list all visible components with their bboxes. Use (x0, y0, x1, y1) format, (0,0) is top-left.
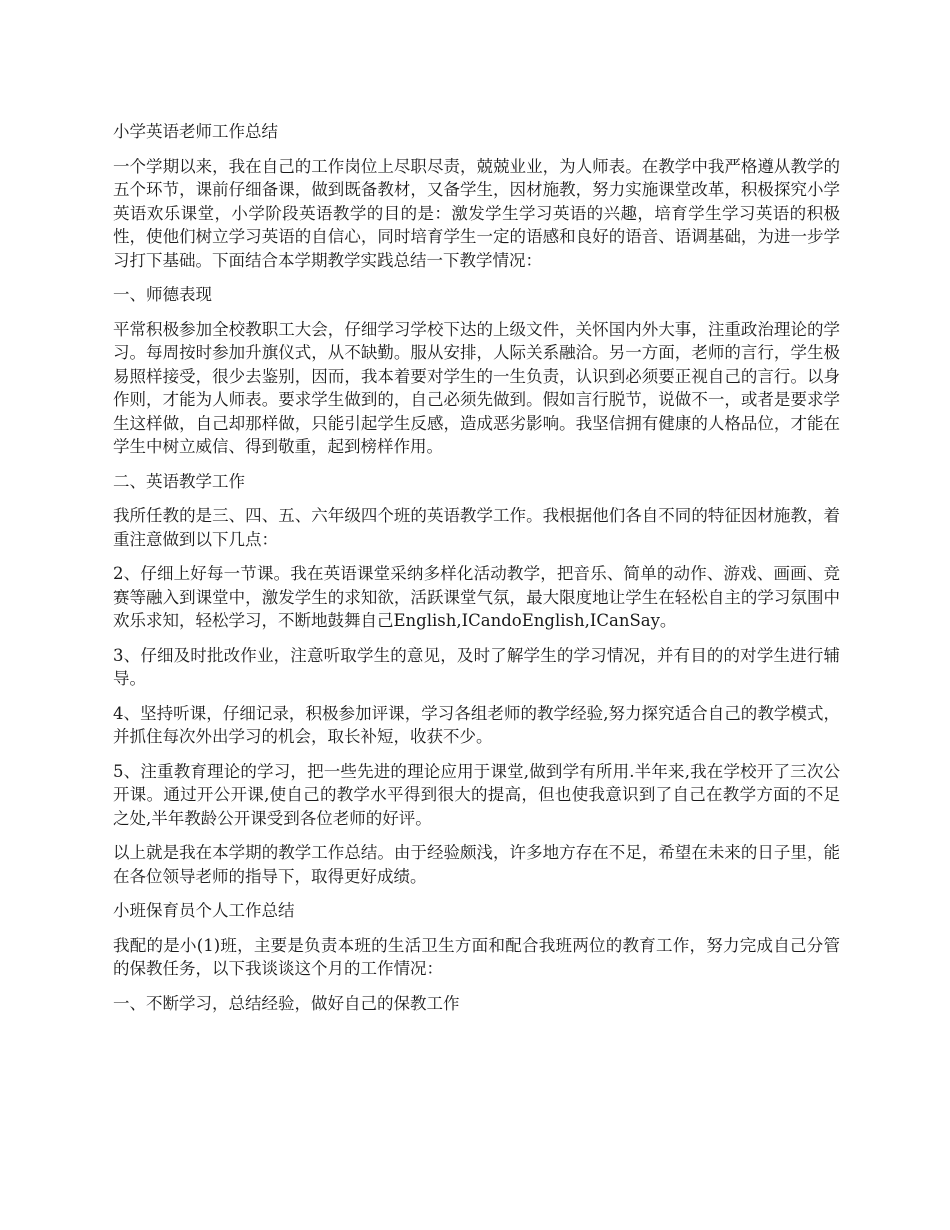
conclusion-paragraph: 以上就是我在本学期的教学工作总结。由于经验颇浅，许多地方存在不足，希望在未来的日子里，能在各位领导老师的指导下，取得更好成绩。 (113, 843, 840, 886)
second-document-title: 小班保育员个人工作总结 (113, 901, 295, 920)
ethics-paragraph: 平常积极参加全校教职工大会，仔细学习学校下达的上级文件，关怀国内外大事，注重政治理论的学习。每周按时参加升旗仪式，从不缺勤。服从安排，人际关系融洽。另一方面，老师的言行，学生极易照样接受，很少去鉴别，因而，我本着要对学生的一生负责，认识到必须要正视自己的言行。以身作则，才能为人师表。要求学生做到的，自己必须先做到。假如言行脱节，说做不一，或者是要求学生这样做，自己却那样做，只能引起学生反感，造成恶劣影响。我坚信拥有健康的人格品位，才能在学生中树立威信、得到敬重，起到榜样作用。 (113, 319, 840, 456)
teaching-point-5: 5、注重教育理论的学习，把一些先进的理论应用于课堂,做到学有所用.半年来,我在学校开了三次公开课。通过开公开课,使自己的教学水平得到很大的提高，但也使我意识到了自己在教学方面的不足之处,半年教龄公开课受到各位老师的好评。 (113, 761, 840, 828)
teaching-point-4: 4、坚持听课，仔细记录，积极参加评课，学习各组老师的教学经验,努力探究适合自己的教学模式，并抓住每次外出学习的机会，取长补短，收获不少。 (113, 703, 840, 746)
teaching-point-2: 2、仔细上好每一节课。我在英语课堂采纳多样化活动教学，把音乐、简单的动作、游戏、画画、竞赛等融入到课堂中，激发学生的求知欲，活跃课堂气氛，最大限度地让学生在轻松自主的学习氛围中欢乐求知，轻松学习，不断地鼓舞自己English,ICandoEnglish,ICanSay。 (113, 564, 840, 630)
teaching-paragraph: 我所任教的是三、四、五、六年级四个班的英语教学工作。我根据他们各自不同的特征因材施教，着重注意做到以下几点： (113, 506, 840, 549)
section-heading-teaching: 二、英语教学工作 (113, 471, 245, 491)
second-intro-paragraph: 我配的是小(1)班，主要是负责本班的生活卫生方面和配合我班两位的教育工作，努力完成自己分管的保教任务，以下我谈谈这个月的工作情况： (113, 935, 840, 978)
document-title: 小学英语老师工作总结 (113, 122, 278, 141)
second-section-heading-1: 一、不断学习，总结经验，做好自己的保教工作 (113, 993, 460, 1013)
teaching-point-3: 3、仔细及时批改作业，注意听取学生的意见，及时了解学生的学习情况，并有目的的对学生进行辅导。 (113, 645, 840, 688)
document-page (113, 120, 840, 1026)
section-heading-ethics: 一、师德表现 (113, 285, 212, 304)
intro-paragraph: 一个学期以来，我在自己的工作岗位上尽职尽责，兢兢业业，为人师表。在教学中我严格遵从教学的五个环节，课前仔细备课，做到既备教材，又备学生，因材施教，努力实施课堂改革，积极探究小学英语欢乐课堂，小学阶段英语教学的目的是：激发学生学习英语的兴趣，培育学生学习英语的积极性，使他们树立学习英语的自信心，同时培育学生一定的语感和良好的语音、语调基础，为进一步学习打下基础。下面结合本学期教学实践总结一下教学情况： (113, 156, 840, 270)
